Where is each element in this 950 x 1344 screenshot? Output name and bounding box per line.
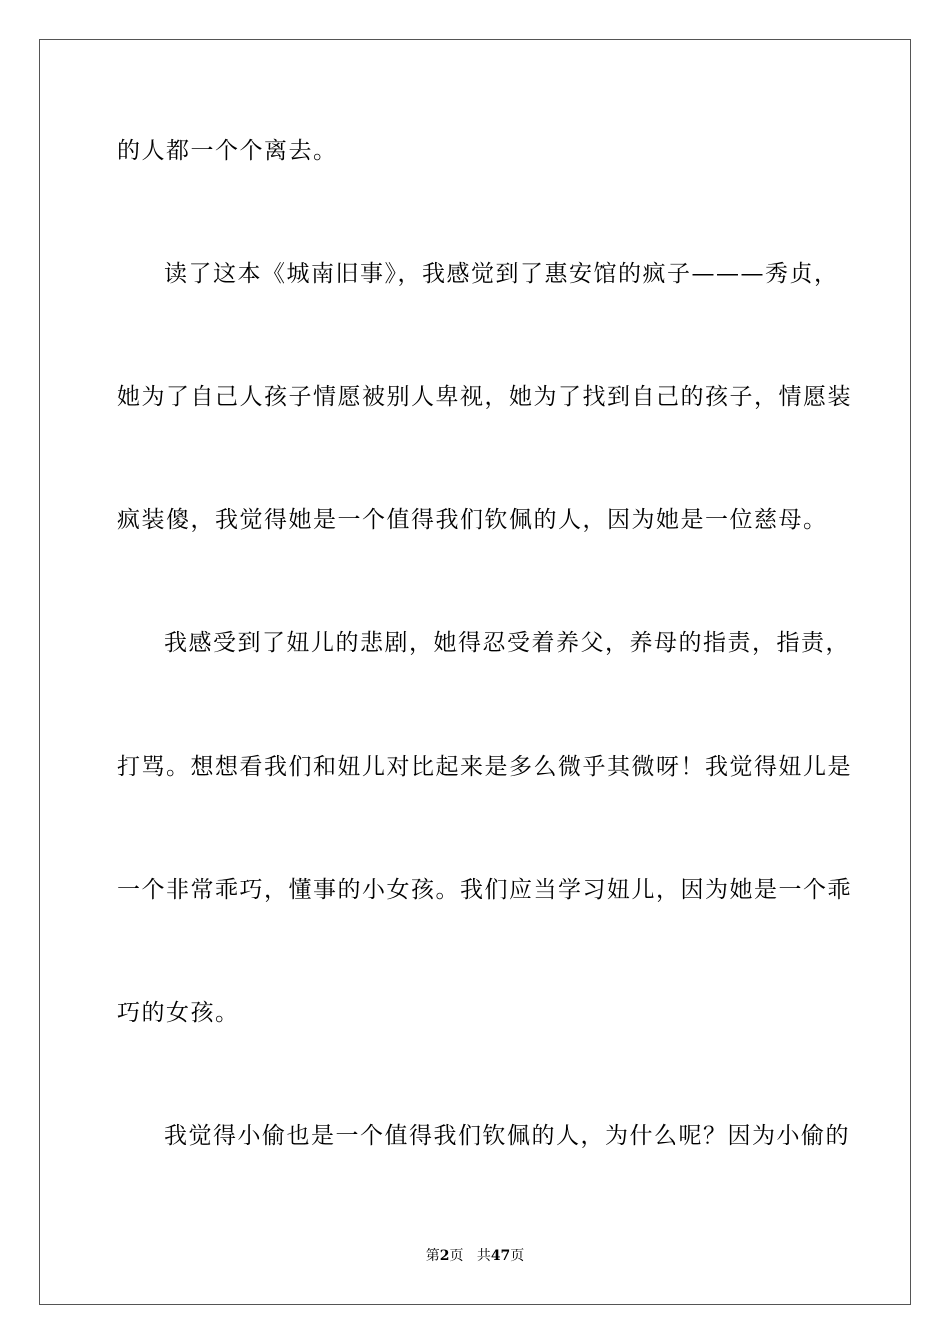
text-line-9: 我觉得小偷也是一个值得我们钦佩的人，为什么呢？因为小偷的 [164, 1123, 850, 1149]
text-line-6: 打骂。想想看我们和妞儿对比起来是多么微乎其微呀！我觉得妞儿是 [117, 754, 852, 780]
total-pages: 47 [490, 1248, 511, 1264]
total-prefix: 共 [476, 1248, 491, 1264]
text-line-4: 疯装傻，我觉得她是一个值得我们钦佩的人，因为她是一位慈母。 [117, 507, 828, 533]
page-suffix: 页 [449, 1248, 464, 1264]
total-suffix: 页 [510, 1248, 525, 1264]
page-prefix: 第 [425, 1248, 440, 1264]
text-line-2: 读了这本《城南旧事》，我感觉到了惠安馆的疯子———秀贞， [164, 261, 839, 287]
page-footer [0, 1246, 950, 1266]
text-line-1: 的人都一个个离去。 [117, 138, 338, 164]
page-frame [39, 39, 911, 1305]
text-line-3: 她为了自己人孩子情愿被别人卑视，她为了找到自己的孩子，情愿装 [117, 384, 852, 410]
text-line-5: 我感受到了妞儿的悲剧，她得忍受着养父，养母的指责，指责， [164, 630, 850, 656]
text-line-8: 巧的女孩。 [117, 1000, 240, 1026]
page-number: 2 [439, 1248, 450, 1264]
text-line-7: 一个非常乖巧，懂事的小女孩。我们应当学习妞儿，因为她是一个乖 [117, 877, 852, 903]
